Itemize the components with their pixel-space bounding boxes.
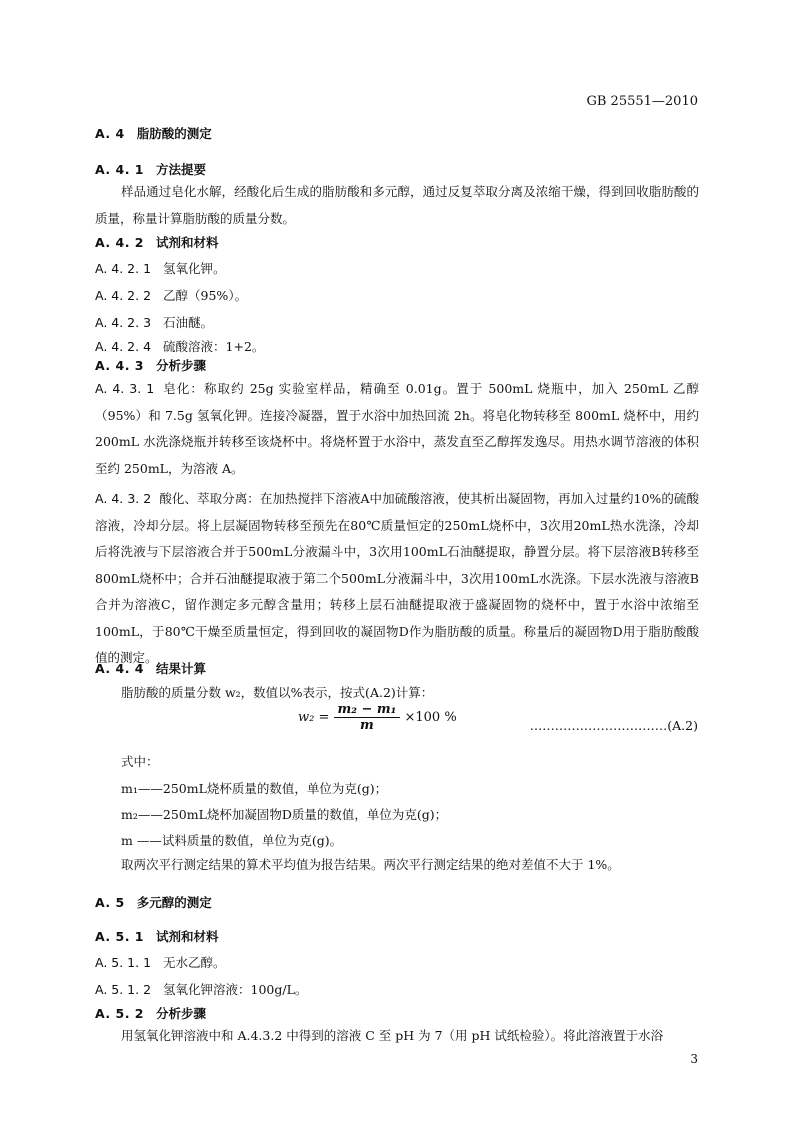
equation-number: ……………………………(A.2) [529,718,698,733]
section-a44-heading: A. 4. 4 结果计算 [95,661,207,676]
formula-numerator: m₂ − m₁ [334,702,401,718]
item-a421: A. 4. 2. 1 氢氧化钾。 [95,261,226,276]
formula-a2 [298,702,457,733]
procedure-paragraph: 用氢氧化钾溶液中和 A.4.3.2 中得到的溶液 C 至 pH 为 7（用 pH 试纸检验）。将此溶液置于水浴 [121,1028,664,1043]
acidification-paragraph: A. 4. 3. 2 酸化、萃取分离：在加热搅拌下溶液A中加硫酸溶液，使其析出凝固物，再加入过量约10%的硫酸溶液，冷却分层。将上层凝固物转移至预先在80℃质量恒定的250mL烧杯中，3次用20mL热水洗涤，冷却后将洗液与下层溶液合并于500mL分液漏斗中，3次用100mL石油醚提取，静置分层。将下层溶液B转移至800mL烧杯中；合并石油醚提取液于第二个500mL分液漏斗中，3次用100mL水洗涤。下层水洗液与溶液B合并为溶液C，留作测定多元醇含量用；转移上层石油醚提取液于盛凝固物的烧杯中，置于水浴中浓缩至100mL，于80℃干燥至质量恒定，得到回收的凝固物D作为脂肪酸的质量。称量后的凝固物D用于脂肪酸酸值的测定。 [95,491,700,665]
section-a4-heading: A. 4 脂肪酸的测定 [95,126,212,141]
formula-fraction [334,702,401,733]
formula-denominator: m [360,718,374,733]
item-a422: A. 4. 2. 2 乙醇（95%）。 [95,288,248,303]
section-a51-heading: A. 5. 1 试剂和材料 [95,929,219,944]
section-a41-heading: A. 4. 1 方法提要 [95,162,207,177]
formula-lhs: w₂ = [298,710,330,725]
where-label: 式中： [121,754,159,769]
method-summary-paragraph: 样品通过皂化水解，经酸化后生成的脂肪酸和多元醇，通过反复萃取分离及浓缩干燥，得到回收脂肪酸的质量，称量计算脂肪酸的质量分数。 [95,184,699,226]
item-a512: A. 5. 1. 2 氢氧化钾溶液：100g/L。 [95,982,308,997]
item-a424: A. 4. 2. 4 硫酸溶液：1+2。 [95,339,265,354]
formula-rhs: ×100 % [404,710,457,725]
item-a511: A. 5. 1. 1 无水乙醇。 [95,955,226,970]
section-a5-heading: A. 5 多元醇的测定 [95,895,212,910]
section-a52-heading: A. 5. 2 分析步骤 [95,1006,207,1021]
document-id: GB 25551—2010 [586,94,698,109]
variable-m2: m₂——250mL烧杯加凝固物D质量的数值，单位为克(g)； [121,807,448,822]
section-a43-heading: A. 4. 3 分析步骤 [95,358,207,373]
variable-m1: m₁——250mL烧杯质量的数值，单位为克(g)； [121,781,388,796]
section-a42-heading: A. 4. 2 试剂和材料 [95,235,219,250]
item-a423: A. 4. 2. 3 石油醚。 [95,315,214,330]
saponification-paragraph: A. 4. 3. 1 皂化：称取约 25g 实验室样品，精确至 0.01g。置于 500mL 烧瓶中，加入 250mL 乙醇（95%）和 7.5g 氢氧化钾。连接冷凝器，置于水浴中加热回流 2h。将皂化物转移至 800mL 烧杯中，用约 200mL 水洗涤烧瓶并转移至该烧杯中。将烧杯置于水浴中，蒸发直至乙醇挥发逸尽。用热水调节溶液的体积至约 250mL，为溶液 A。 [95,381,699,476]
result-statement: 取两次平行测定结果的算术平均值为报告结果。两次平行测定结果的绝对差值不大于 1%。 [121,857,620,872]
variable-m: m ——试料质量的数值，单位为克(g)。 [121,833,343,848]
result-intro: 脂肪酸的质量分数 w₂，数值以%表示，按式(A.2)计算： [121,685,434,700]
page-number: 3 [690,1052,698,1066]
